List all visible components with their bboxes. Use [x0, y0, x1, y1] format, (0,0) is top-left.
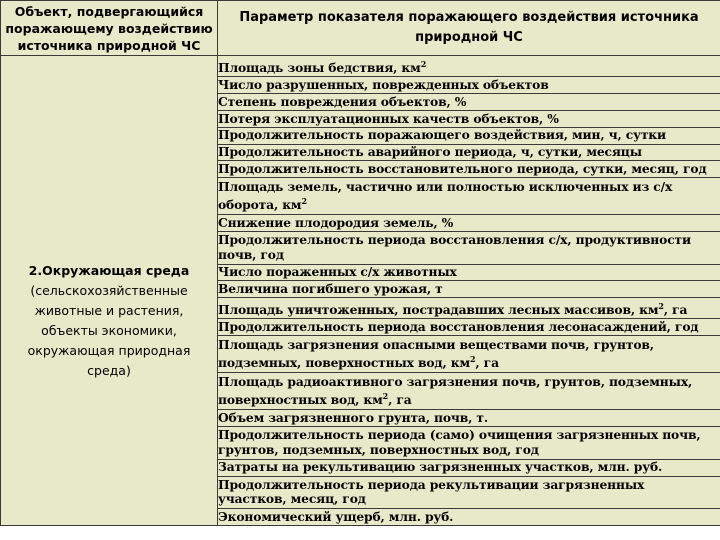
- parameter-cell: Объем загрязненного грунта, почв, т.: [218, 410, 720, 427]
- parameter-cell: Продолжительность периода восстановления с/х, продуктивности почв, год: [218, 232, 720, 265]
- object-number: 2.: [28, 262, 43, 278]
- table-row: [1, 56, 720, 77]
- parameter-cell: Продолжительность периода восстановления лесонасаждений, год: [218, 319, 720, 336]
- object-desc-line: объекты экономики,: [41, 322, 177, 338]
- header-object-cell: [1, 1, 218, 56]
- parameter-cell: Потеря эксплуатационных качеств объектов, %: [218, 110, 720, 127]
- parameter-cell: Площадь зоны бедствия, $км^2$: [218, 56, 720, 77]
- parameter-cell: Величина погибшего урожая, т: [218, 281, 720, 298]
- object-description: [1, 261, 217, 381]
- parameter-cell: Степень повреждения объектов, %: [218, 94, 720, 111]
- parameter-cell: Затраты на рекультивацию загрязненных участков, млн. руб.: [218, 459, 720, 476]
- parameter-cell: Экономический ущерб, млн. руб.: [218, 509, 720, 526]
- parameter-cell: Площадь земель, частично или полностью исключенных из с/х оборота, $км^2$: [218, 178, 720, 215]
- parameter-cell: Площадь загрязнения опасными веществами почв, грунтов, подземных, поверхностных вод, $км^2$, га: [218, 336, 720, 373]
- object-cell: [1, 56, 218, 526]
- header-parameter-cell: [218, 1, 720, 56]
- object-desc-line: (сельскохозяйственные: [30, 282, 188, 298]
- object-title: [7, 261, 211, 281]
- parameter-cell: Продолжительность аварийного периода, ч, сутки, месяцы: [218, 144, 720, 161]
- parameter-cell: Площадь радиоактивного загрязнения почв, грунтов, подземных, поверхностных вод, $км^2$, га: [218, 373, 720, 410]
- parameter-cell: Снижение плодородия земель, %: [218, 215, 720, 232]
- parameter-cell: Продолжительность периода рекультивации загрязненных участков, месяц, год: [218, 476, 720, 509]
- object-name: Окружающая среда: [42, 262, 190, 278]
- header-object-line: поражающему воздействию: [5, 20, 213, 36]
- parameter-cell: Продолжительность восстановительного периода, сутки, месяц, год: [218, 161, 720, 178]
- header-object-line: Объект, подвергающийся: [14, 3, 204, 19]
- object-desc-line: окружающая природная: [27, 342, 191, 358]
- header-parameter-line: Параметр показателя поражающего воздействия источника: [239, 10, 699, 25]
- parameter-cell: Площадь уничтоженных, пострадавших лесных массивов, $км^2$, га: [218, 298, 720, 319]
- object-desc-line: среда): [87, 362, 131, 378]
- table-header-row: [1, 1, 720, 56]
- header-object-line: источника природной ЧС: [17, 37, 201, 53]
- page-bottom-margin: [0, 526, 720, 540]
- parameter-cell: Продолжительность периода (само) очищения загрязненных почв, грунтов, подземных, поверхностных вод, год: [218, 427, 720, 460]
- parameter-cell: Продолжительность поражающего воздействия, мин, ч, сутки: [218, 127, 720, 144]
- parameter-cell: Число пораженных с/х животных: [218, 264, 720, 281]
- parameter-cell: Число разрушенных, поврежденных объектов: [218, 77, 720, 94]
- object-desc-line: животные и растения,: [34, 302, 184, 318]
- header-parameter-line: природной ЧС: [415, 30, 523, 45]
